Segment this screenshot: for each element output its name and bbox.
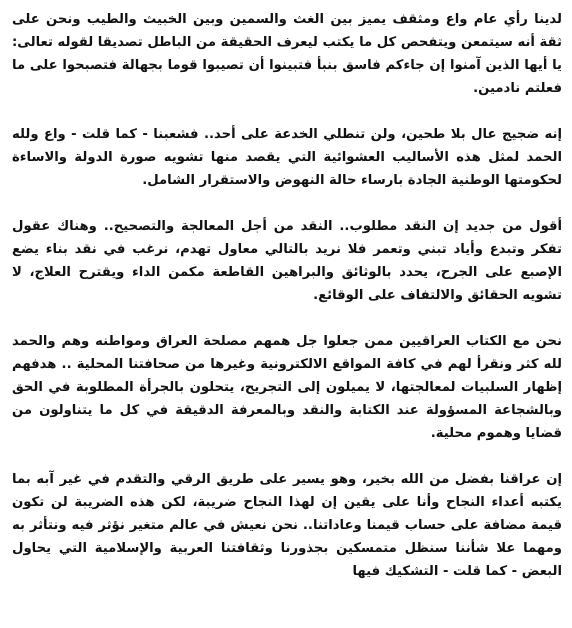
paragraph-3: أقول من جديد إن النقد مطلوب.. النقد من أجل المعالجة والتصحيح.. وهناك عقول تفكر وتبدع وأياد تبني وتعمر فلا نريد بالتالي معاول تهدم، نرغب في نقد بناء يضع الإصبع على الجرح، يحدد بالوثائق والبراهين القاطعة مكمن الداء ويقترح العلاج، لا تشويه الحقائق والالتفاف على الوقائع. (12, 219, 562, 303)
paragraph-2: إنه ضجيج عال بلا طحين، ولن تنطلي الخدعة على أحد.. فشعبنا - كما قلت - واع ولله الحمد لمثل هذه الأساليب العشوائية التي يقصد منها تشويه صورة الدولة والاساءة لحكومتها الوطنية الجادة بارساء حالة النهوض والاستقرار الشامل. (12, 127, 562, 188)
paragraph-4: نحن مع الكتاب العراقيين ممن جعلوا جل همهم مصلحة العراق ومواطنه وهم والحمد لله كثر ونقرأ لهم في كافة المواقع الالكترونية وغيرها من صحافتنا المحلية .. هدفهم إظهار السلبيات لمعالجتها، لا يميلون إلى التجريح، يتحلون بالجرأة المطلوبة في الحق وبالشجاعة المسؤولة عند الكتابة والنقد وبالمعرفة الدقيقة في كل ما يتناولون من قضايا وهموم محلية. (12, 334, 562, 441)
paragraph-5: إن عراقنا بفضل من الله بخير، وهو يسير على طريق الرقي والتقدم في غير آبه بما يكتبه أعداء النجاح وأنا على يقين إن لهذا النجاح ضريبة، لكن هذه الضريبة لن تكون قيمة مضافة على حساب قيمنا وعاداتنا.. نحن نعيش في عالم متغير نؤثر فيه ونتأثر به ومهما علا شأننا سنظل متمسكين بجذورنا وثقافتنا العربية والإسلامية التي يحاول البعض - كما قلت - التشكيك فيها (12, 472, 562, 579)
paragraph-1: لدينا رأي عام واع ومثقف يميز بين الغث والسمين وبين الخبيث والطيب ونحن على ثقة أنه سيتمعن ويتفحص كل ما يكتب ليعرف الحقيقة من الباطل تصديقا لقوله تعالى: يا أيها الذين آمنوا إن جاءكم فاسق بنبأ فتبينوا أن تصيبوا قوما بجهالة فتصبحوا على ما فعلتم نادمين. (12, 12, 562, 96)
